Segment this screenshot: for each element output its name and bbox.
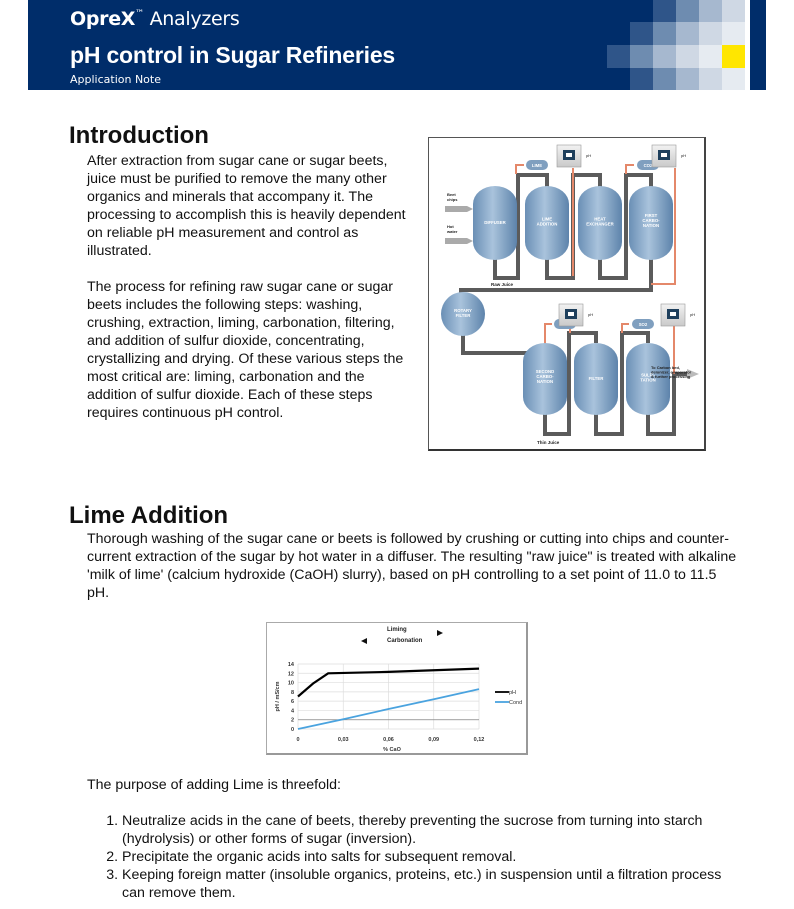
purpose-intro: The purpose of adding Lime is threefold: — [87, 777, 341, 793]
process-diagram — [429, 138, 705, 450]
legend-label: pH — [509, 690, 517, 696]
analyzer-label: pH — [588, 312, 594, 317]
intro-heading: Introduction — [69, 122, 209, 149]
analyzer-label: pH — [586, 153, 592, 158]
analyzer-display — [661, 153, 667, 157]
x-axis-label: % CaO — [383, 747, 401, 753]
brand-strong: OpreX — [70, 8, 136, 30]
tank-label: SECOND CARBO-NATION — [535, 369, 555, 384]
tank-label: FILTER — [588, 376, 604, 381]
thin-juice-label: Thin Juice — [537, 440, 560, 445]
pattern-square — [699, 45, 722, 68]
pattern-square — [653, 0, 676, 22]
y-tick-label: 8 — [290, 689, 294, 696]
pattern-square — [745, 22, 750, 45]
purpose-list — [87, 812, 737, 902]
pattern-square — [653, 68, 676, 90]
cao-chart — [267, 623, 527, 754]
input-label: Beet chips — [447, 192, 458, 202]
dosing-label: CO2 — [643, 162, 653, 168]
analyzer-display — [568, 312, 574, 316]
pattern-square — [745, 45, 750, 68]
legend-label: Cond — [509, 700, 523, 706]
cao-chart-frame — [266, 622, 528, 755]
pattern-square — [699, 0, 722, 22]
process-diagram-frame — [428, 137, 706, 451]
x-tick-label: 0 — [296, 737, 300, 743]
annotation-liming: Liming — [387, 627, 407, 633]
analyzer-label: pH — [681, 153, 687, 158]
tank-label: DIFFUSER — [484, 220, 506, 225]
dosing-label: LIME — [531, 162, 543, 168]
tank-label: SULFI-TATION — [640, 372, 656, 383]
arrow-right-icon — [437, 630, 443, 636]
y-tick-label: 10 — [287, 680, 294, 687]
analyzer-display — [670, 312, 676, 316]
analyzer-label: pH — [690, 312, 696, 317]
annotation-carbonation: Carbonation — [387, 638, 423, 644]
pattern-square — [722, 68, 745, 90]
x-tick-label: 0,06 — [383, 737, 394, 743]
pattern-square — [653, 45, 676, 68]
document-subtitle: Application Note — [70, 73, 161, 86]
pattern-square — [676, 45, 699, 68]
x-tick-label: 0,09 — [428, 737, 440, 743]
pattern-square — [630, 45, 653, 68]
brand-light: Analyzers — [143, 8, 240, 30]
intro-paragraph-2: The process for refining raw sugar cane or sugar beets includes the following steps: washing, crushing, extraction, liming, carbonation, filtering, and addition of sulfur dioxide, concentrating, crystallizing and drying. Of these various steps the most critical are: liming, carbonation and the addition of sulfur dioxide. Each of these steps requires continuous pH control. — [87, 279, 404, 421]
output-label: To Carbon bed, deionizer, evaporator & further processing — [651, 365, 692, 380]
y-tick-label: 2 — [290, 717, 294, 724]
input-arrow-icon — [445, 206, 473, 212]
pattern-square — [630, 22, 653, 45]
y-axis-label: pH / mS/cm — [275, 681, 281, 712]
pattern-square — [630, 68, 653, 90]
header-banner — [28, 0, 766, 90]
y-tick-label: 14 — [287, 662, 294, 668]
signal-lime — [516, 165, 524, 174]
arrow-left-icon — [361, 638, 367, 644]
brand-logo — [70, 8, 240, 30]
tank-label: HEAT EXCHANGER — [586, 216, 614, 227]
purpose-list-wrap — [87, 812, 737, 902]
document-title: pH control in Sugar Refineries — [70, 42, 395, 68]
lime-paragraph: Thorough washing of the sugar cane or beets is followed by crushing or cutting into chips and counter-current extraction of the sugar by hot water in a diffuser. The resulting "raw juice" is treated with alkaline 'milk of lime' (calcium hydroxide (CaOH) slurry), based on pH controlling to a set point of 11.0 to 11.5 pH. — [87, 531, 737, 601]
y-tick-label: 0 — [290, 727, 294, 733]
intro-body — [87, 152, 417, 422]
pattern-square — [676, 68, 699, 90]
raw-juice-label: Raw Juice — [491, 282, 514, 287]
y-tick-label: 4 — [290, 708, 294, 715]
pattern-square — [676, 22, 699, 45]
purpose-item-2: 2. Precipitate the organic acids into salts for subsequent removal. — [122, 848, 737, 866]
accent-square — [722, 45, 745, 68]
pattern-square — [653, 22, 676, 45]
y-tick-label: 12 — [287, 671, 294, 678]
pattern-square — [722, 22, 745, 45]
pattern-square — [699, 22, 722, 45]
pattern-square — [676, 0, 699, 22]
tank-label: LIME ADDITION — [536, 216, 558, 227]
analyzer-display — [566, 153, 572, 157]
intro-paragraph-1: After extraction from sugar cane or sugar beets, juice must be purified to remove the many other organics and minerals that accompany it. The processing to accomplish this is heavily dependent on reliable pH measurement and control as illustrated. — [87, 153, 406, 259]
dosing-label: SO2 — [638, 321, 648, 327]
pattern-square — [607, 45, 630, 68]
input-label: Hot water — [447, 224, 458, 234]
x-tick-label: 0,03 — [337, 737, 349, 743]
input-arrow-icon — [445, 238, 473, 244]
purpose-item-3: 3. Keeping foreign matter (insoluble organics, proteins, etc.) in suspension until a filtration process can remove them. — [122, 866, 737, 902]
lime-heading: Lime Addition — [69, 502, 229, 529]
x-tick-label: 0,12 — [473, 737, 485, 743]
tank-label: FIRST CARBO-NATION — [642, 213, 660, 228]
pattern-square — [745, 68, 750, 90]
pattern-square — [745, 0, 750, 22]
pattern-square — [722, 0, 745, 22]
signal-co2-1 — [626, 165, 634, 174]
y-tick-label: 6 — [290, 699, 294, 706]
brand-trademark: ™ — [135, 9, 144, 19]
purpose-item-1: 1. Neutralize acids in the cane of beets, thereby preventing the sucrose from turning into starch (hydrolysis) or other forms of sugar (inversion). — [122, 812, 737, 848]
pattern-square — [699, 68, 722, 90]
rotary-filter-label: ROTARY FILTER — [454, 308, 472, 318]
